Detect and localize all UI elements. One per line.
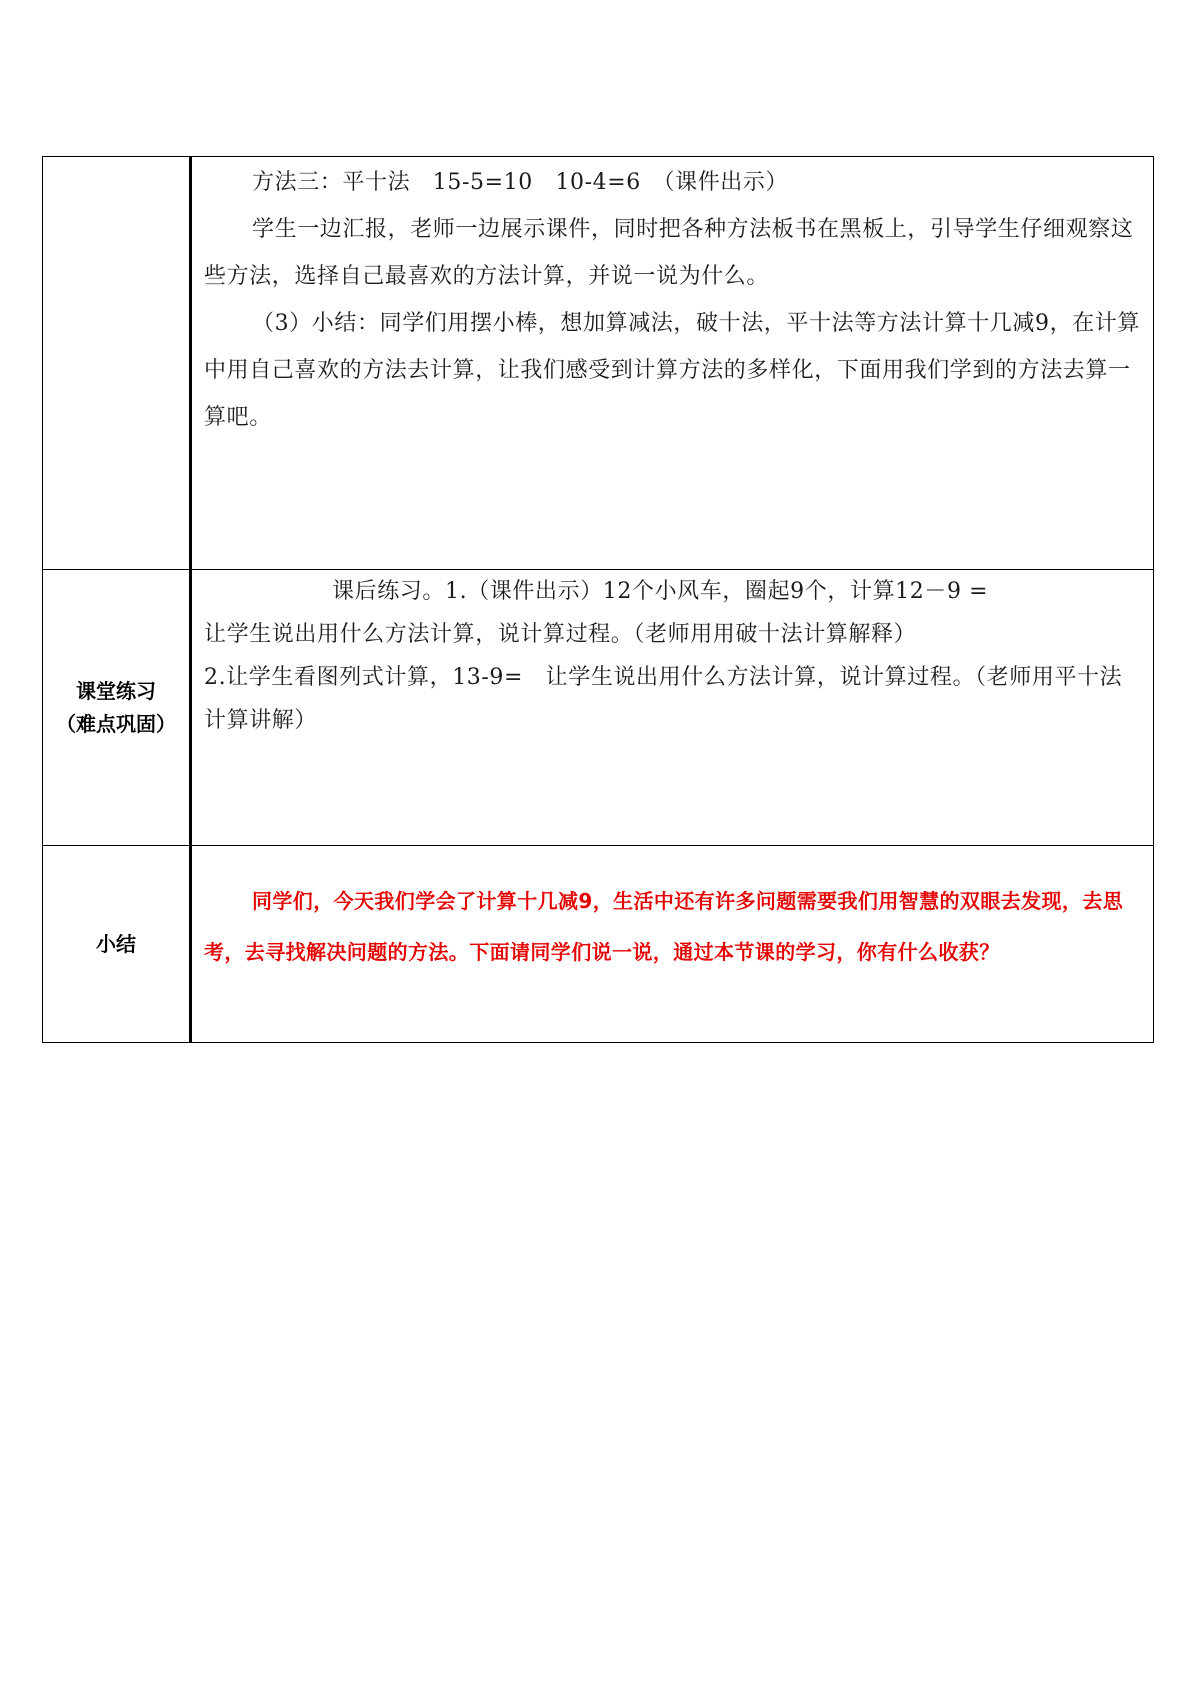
- lesson-plan-table: [42, 156, 1154, 1043]
- practice-content-cell: [191, 570, 1154, 846]
- exercise-one-line: 课后练习。1.（课件出示）12个小风车，圈起9个，计算12－9 =: [332, 579, 989, 604]
- practice-row: [43, 570, 1154, 846]
- practice-sublabel: （难点巩固）: [56, 711, 176, 736]
- summary-row: [43, 846, 1154, 1043]
- method-label-cell: [43, 157, 191, 570]
- summary-label: 小结: [96, 931, 136, 956]
- method-row: [43, 157, 1154, 570]
- summary-paragraph: （3）小结：同学们用摆小棒，想加算减法，破十法，平十法等方法计算十几减9，在计算中用自己喜欢的方法去计算，让我们感受到计算方法的多样化，下面用我们学到的方法去算一算吧。: [204, 311, 1140, 430]
- summary-content-cell: [191, 846, 1154, 1043]
- summary-text: 同学们，今天我们学会了计算十几减9，生活中还有许多问题需要我们用智慧的双眼去发现，去思考，去寻找解决问题的方法。下面请同学们说一说，通过本节课的学习，你有什么收获？: [204, 889, 1124, 964]
- exercise-one-explanation: 让学生说出用什么方法计算，说计算过程。（老师用用破十法计算解释）: [204, 622, 917, 647]
- practice-label-cell: [43, 570, 191, 846]
- method-content-cell: [191, 157, 1154, 570]
- summary-label-cell: [43, 846, 191, 1043]
- report-paragraph: 学生一边汇报，老师一边展示课件，同时把各种方法板书在黑板上，引导学生仔细观察这些方法，选择自己最喜欢的方法计算，并说一说为什么。: [204, 217, 1134, 289]
- exercise-two-line: 2.让学生看图列式计算，13-9= 让学生说出用什么方法计算，说计算过程。（老师用平十法计算讲解）: [204, 665, 1123, 733]
- method-three-line: 方法三：平十法 15-5=10 10-4=6 （课件出示）: [252, 170, 789, 195]
- practice-label: 课堂练习: [76, 678, 156, 703]
